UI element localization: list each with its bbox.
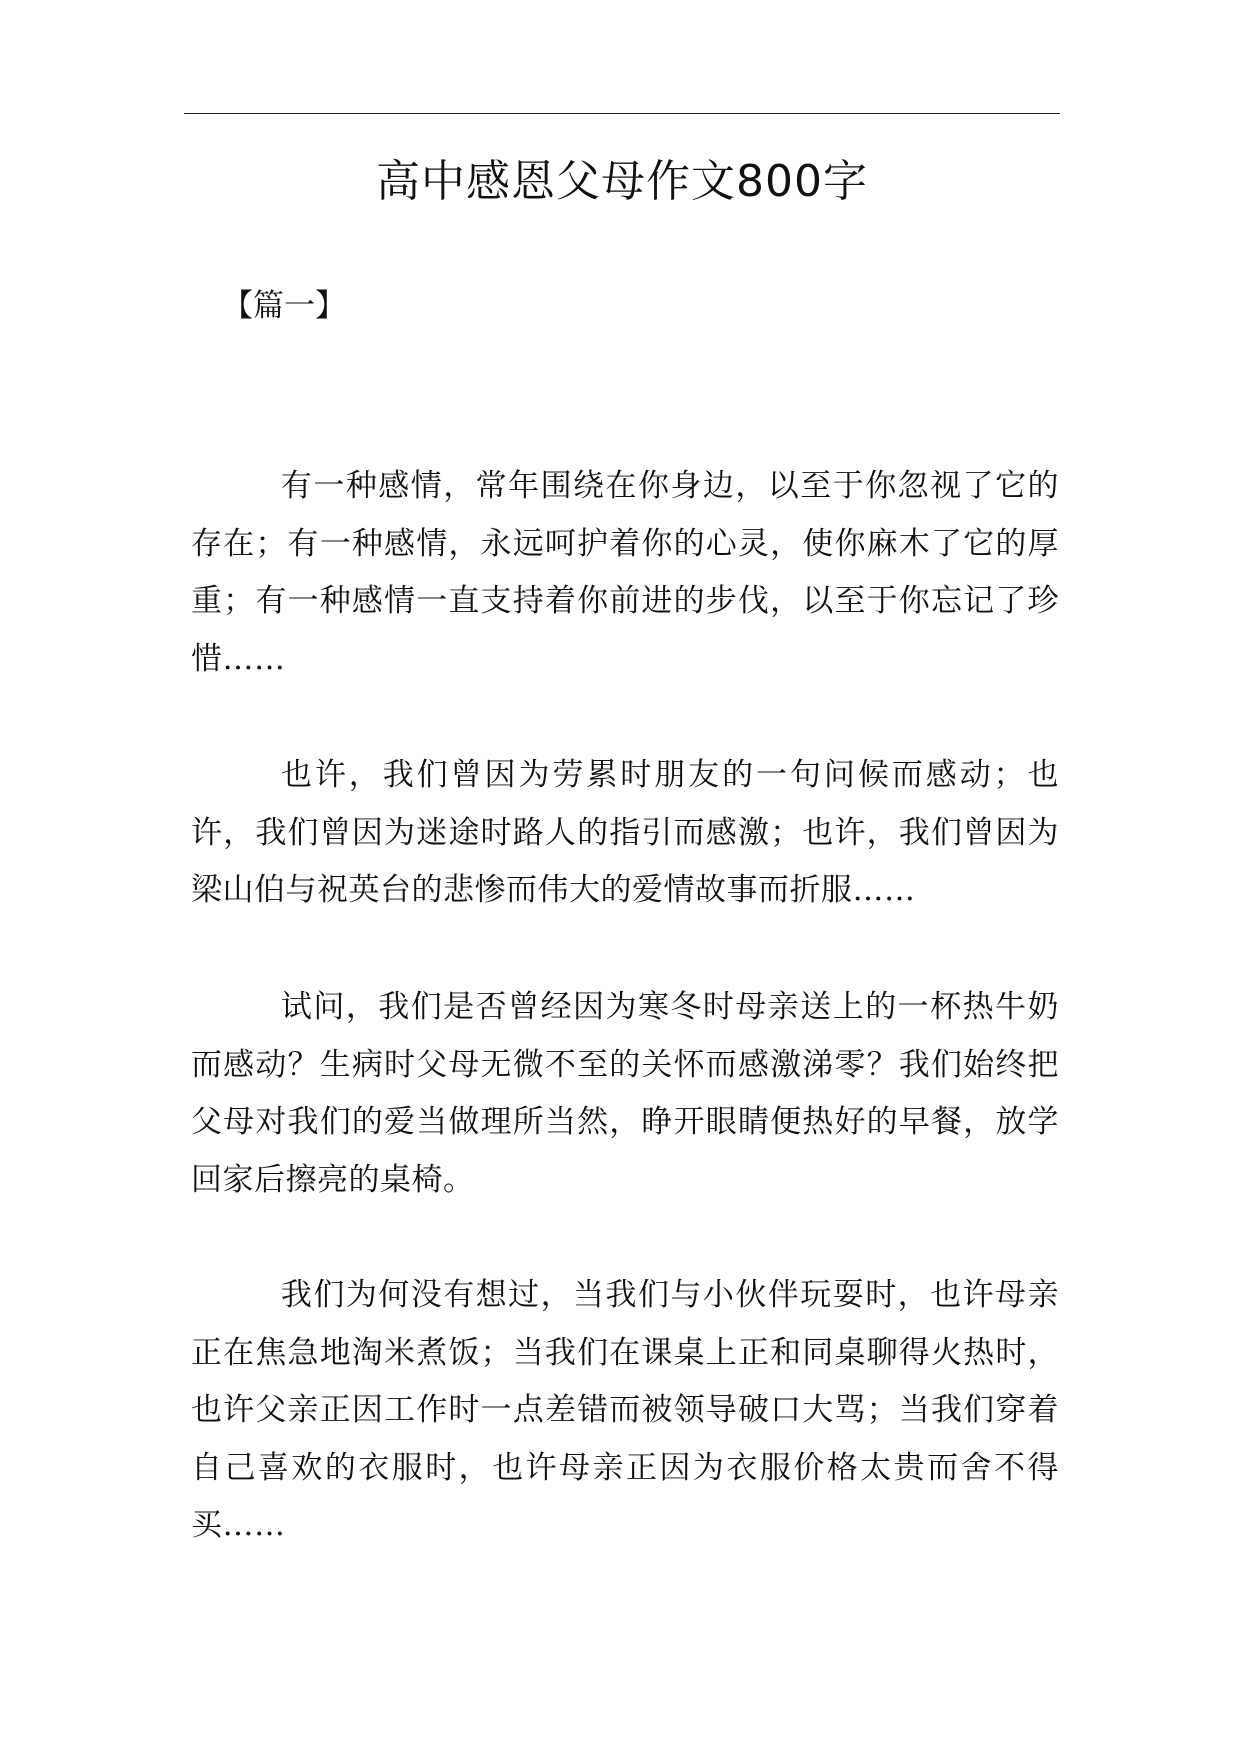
section-label: 【篇一】 <box>222 288 346 324</box>
paragraph: 我们为何没有想过，当我们与小伙伴玩耍时，也许母亲正在焦急地淘米煮饭；当我们在课桌上正和同桌聊得火热时，也许父亲正因工作时一点差错而被领导破口大骂；当我们穿着自己喜欢的衣服时，也许母亲正因为衣服价格太贵而舍不得买…… <box>191 1277 1059 1543</box>
paragraph: 也许，我们曾因为劳累时朋友的一句问候而感动；也许，我们曾因为迷途时路人的指引而感激；也许，我们曾因为梁山伯与祝英台的悲惨而伟大的爱情故事而折服…… <box>191 757 1059 908</box>
paragraph: 有一种感情，常年围绕在你身边，以至于你忽视了它的存在；有一种感情，永远呵护着你的心灵，使你麻木了它的厚重；有一种感情一直支持着你前进的步伐，以至于你忘记了珍惜…… <box>191 468 1059 677</box>
paragraph: 试问，我们是否曾经因为寒冬时母亲送上的一杯热牛奶而感动？生病时父母无微不至的关怀而感激涕零？我们始终把父母对我们的爱当做理所当然，睁开眼睛便热好的早餐，放学回家后擦亮的桌椅。 <box>191 989 1059 1198</box>
header-rule <box>184 113 1060 114</box>
document-title: 高中感恩父母作文800字 <box>376 156 868 207</box>
